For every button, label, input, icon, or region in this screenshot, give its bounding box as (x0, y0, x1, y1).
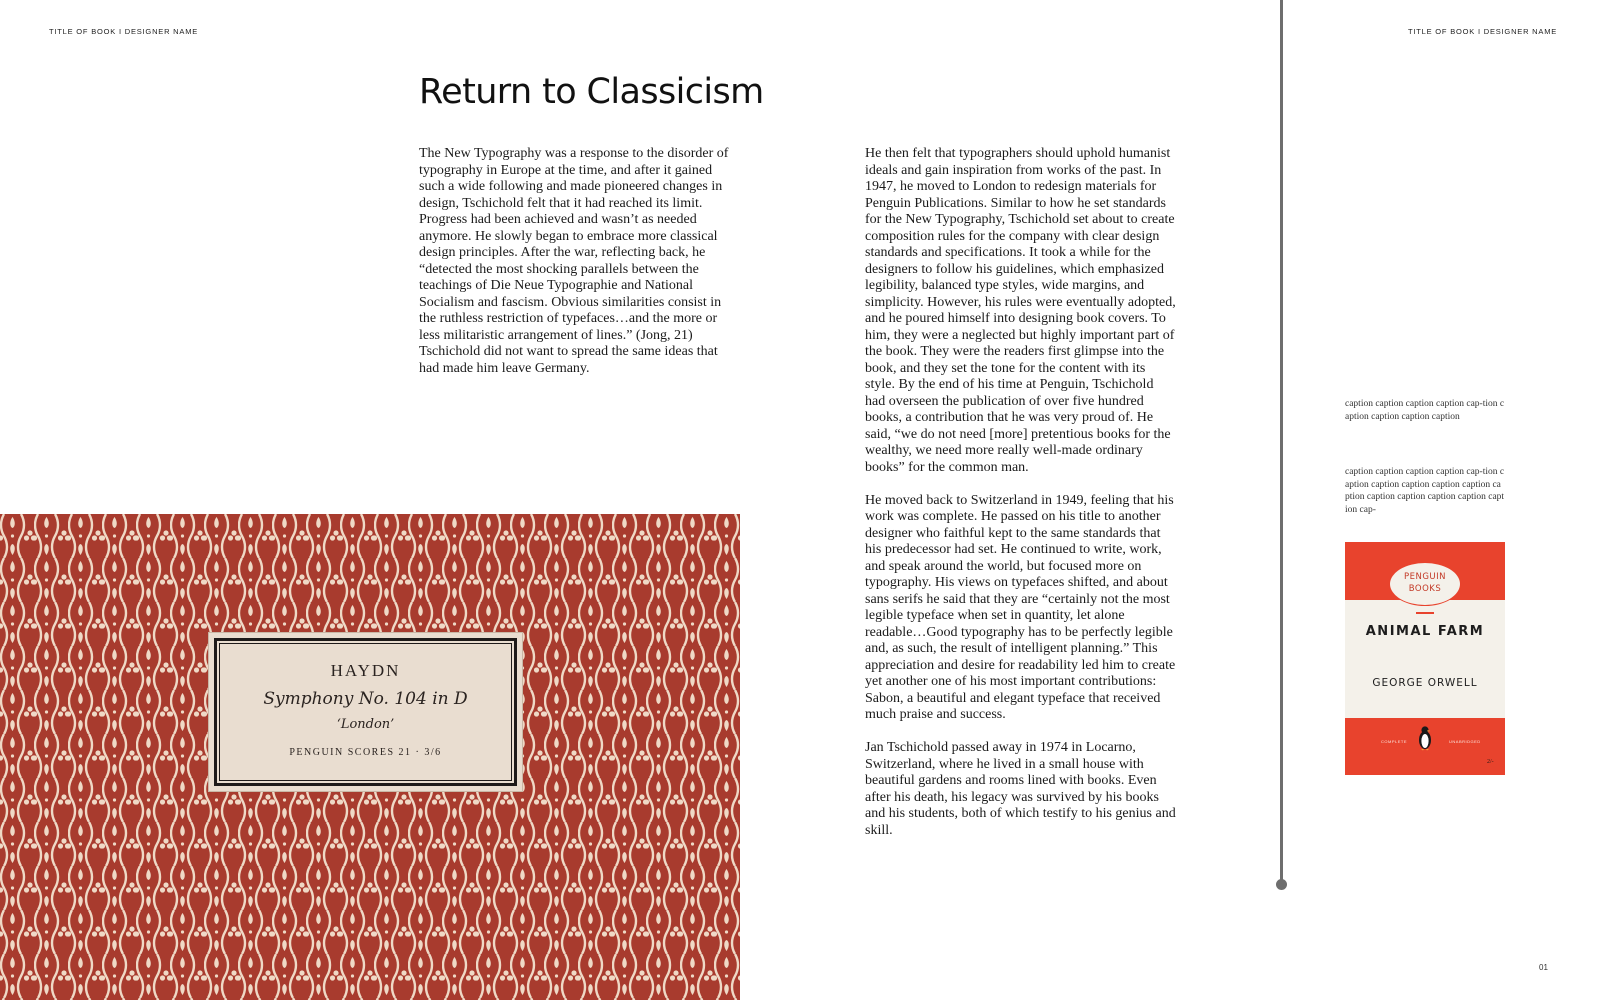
page-title: Return to Classicism (419, 72, 764, 112)
cover-series: PENGUIN SCORES 21 · 3/6 (289, 747, 442, 758)
running-head-left: TITLE OF BOOK I DESIGNER NAME (49, 27, 199, 36)
penguin-icon (1417, 725, 1433, 751)
cover-white-band (1345, 600, 1505, 718)
penguin-books-logo (1389, 562, 1461, 606)
running-head-right: TITLE OF BOOK I DESIGNER NAME (1408, 27, 1558, 36)
paragraph: Jan Tschichold passed away in 1974 in Locarno, Switzerland, where he lived in a small house with beautiful gardens and rooms lined with books. Even after his death, his legacy was survived by his books and his students, both of which testify to his genius and skill. (865, 740, 1176, 838)
title-divider (1416, 612, 1434, 614)
logo-line-1: PENGUIN (1403, 572, 1447, 582)
animal-farm-cover-image (1345, 542, 1505, 775)
paragraph: He moved back to Switzerland in 1949, feeling that his work was complete. He passed on his title to another designer who faithful kept to the same standards that his predecessor had set. He continued to write, work, and speak around the world, but focused more on typography. His views on typefaces shifted, and about sans serifs he said that they are “certainly not the most legible typeface when set in quantity, let alone readable…Good typography has to be perfectly legible and, as such, the result of intelligent planning.” This appreciation and desire for readability led him to create yet another one of his most important contributions: Sabon, a beautiful and elegant typeface that received much praise and success. (865, 492, 1176, 722)
gutter-divider (1280, 0, 1283, 882)
caption-2: caption caption caption caption cap-tion caption caption caption caption caption caption caption caption caption caption caption cap- (1345, 467, 1505, 515)
haydn-cover-label (209, 633, 522, 791)
cover-composer: HAYDN (330, 661, 401, 680)
body-column-left (419, 146, 739, 394)
page-number: 01 (1539, 963, 1548, 972)
body-column-right (865, 146, 1177, 856)
cover-work-title: Symphony No. 104 in D (263, 689, 468, 709)
paragraph: He then felt that typographers should uphold humanist ideals and gain inspiration from works of the past. In 1947, he moved to London to redesign materials for Penguin Publications. Similar to how he set standards for the New Typography, Tschichold set about to create composition rules for the company with clear design standards and specifications. It took a while for the designers to follow his guidelines, which emphasized legibility, balanced type styles, wide margins, and simplicity. However, his rules were eventually adopted, and he poured himself into designing book covers. To him, they were a neglected but highly important part of the book. They were the readers first glimpse into the book, and they set the tone for the content with its style. By the end of his time at Penguin, Tschichold had overseen the publication of over five hundred books, a contribution that he was very proud of. He said, “we do not need [more] pretentious books for the wealthy, we need more really well-made ordinary books” for the common man. (865, 146, 1176, 475)
cover-book-title: ANIMAL FARM (1365, 624, 1485, 639)
caption-1: caption caption caption caption cap-tion caption caption caption caption (1345, 399, 1505, 422)
cover-author: GEORGE ORWELL (1372, 677, 1478, 689)
cover-small-right: UNABRIDGED (1449, 739, 1481, 744)
cover-subtitle: ‘London’ (336, 717, 395, 732)
cover-price: 2/- (1487, 759, 1494, 765)
logo-line-2: BOOKS (1408, 584, 1442, 594)
paragraph: The New Typography was a response to the disorder of typography in Europe at the time, and after it gained such a wide following and made pioneered changes in design, Tschichold felt that it had reached its limit. Progress had been achieved and wasn’t as needed anymore. He slowly began to embrace more classical design principles. After the war, reflecting back, he “detected the most shocking parallels between the teachings of Die Neue Typographie and National Socialism and fascism. Obvious similarities consist in the ruthless restriction of typefaces…and the more or less militaristic arrangement of lines.” (Jong, 21) Tschichold did not want to spread the same ideas that had made him leave Germany. (419, 146, 729, 376)
gutter-divider-dot (1276, 879, 1287, 890)
cover-small-left: COMPLETE (1381, 739, 1408, 744)
